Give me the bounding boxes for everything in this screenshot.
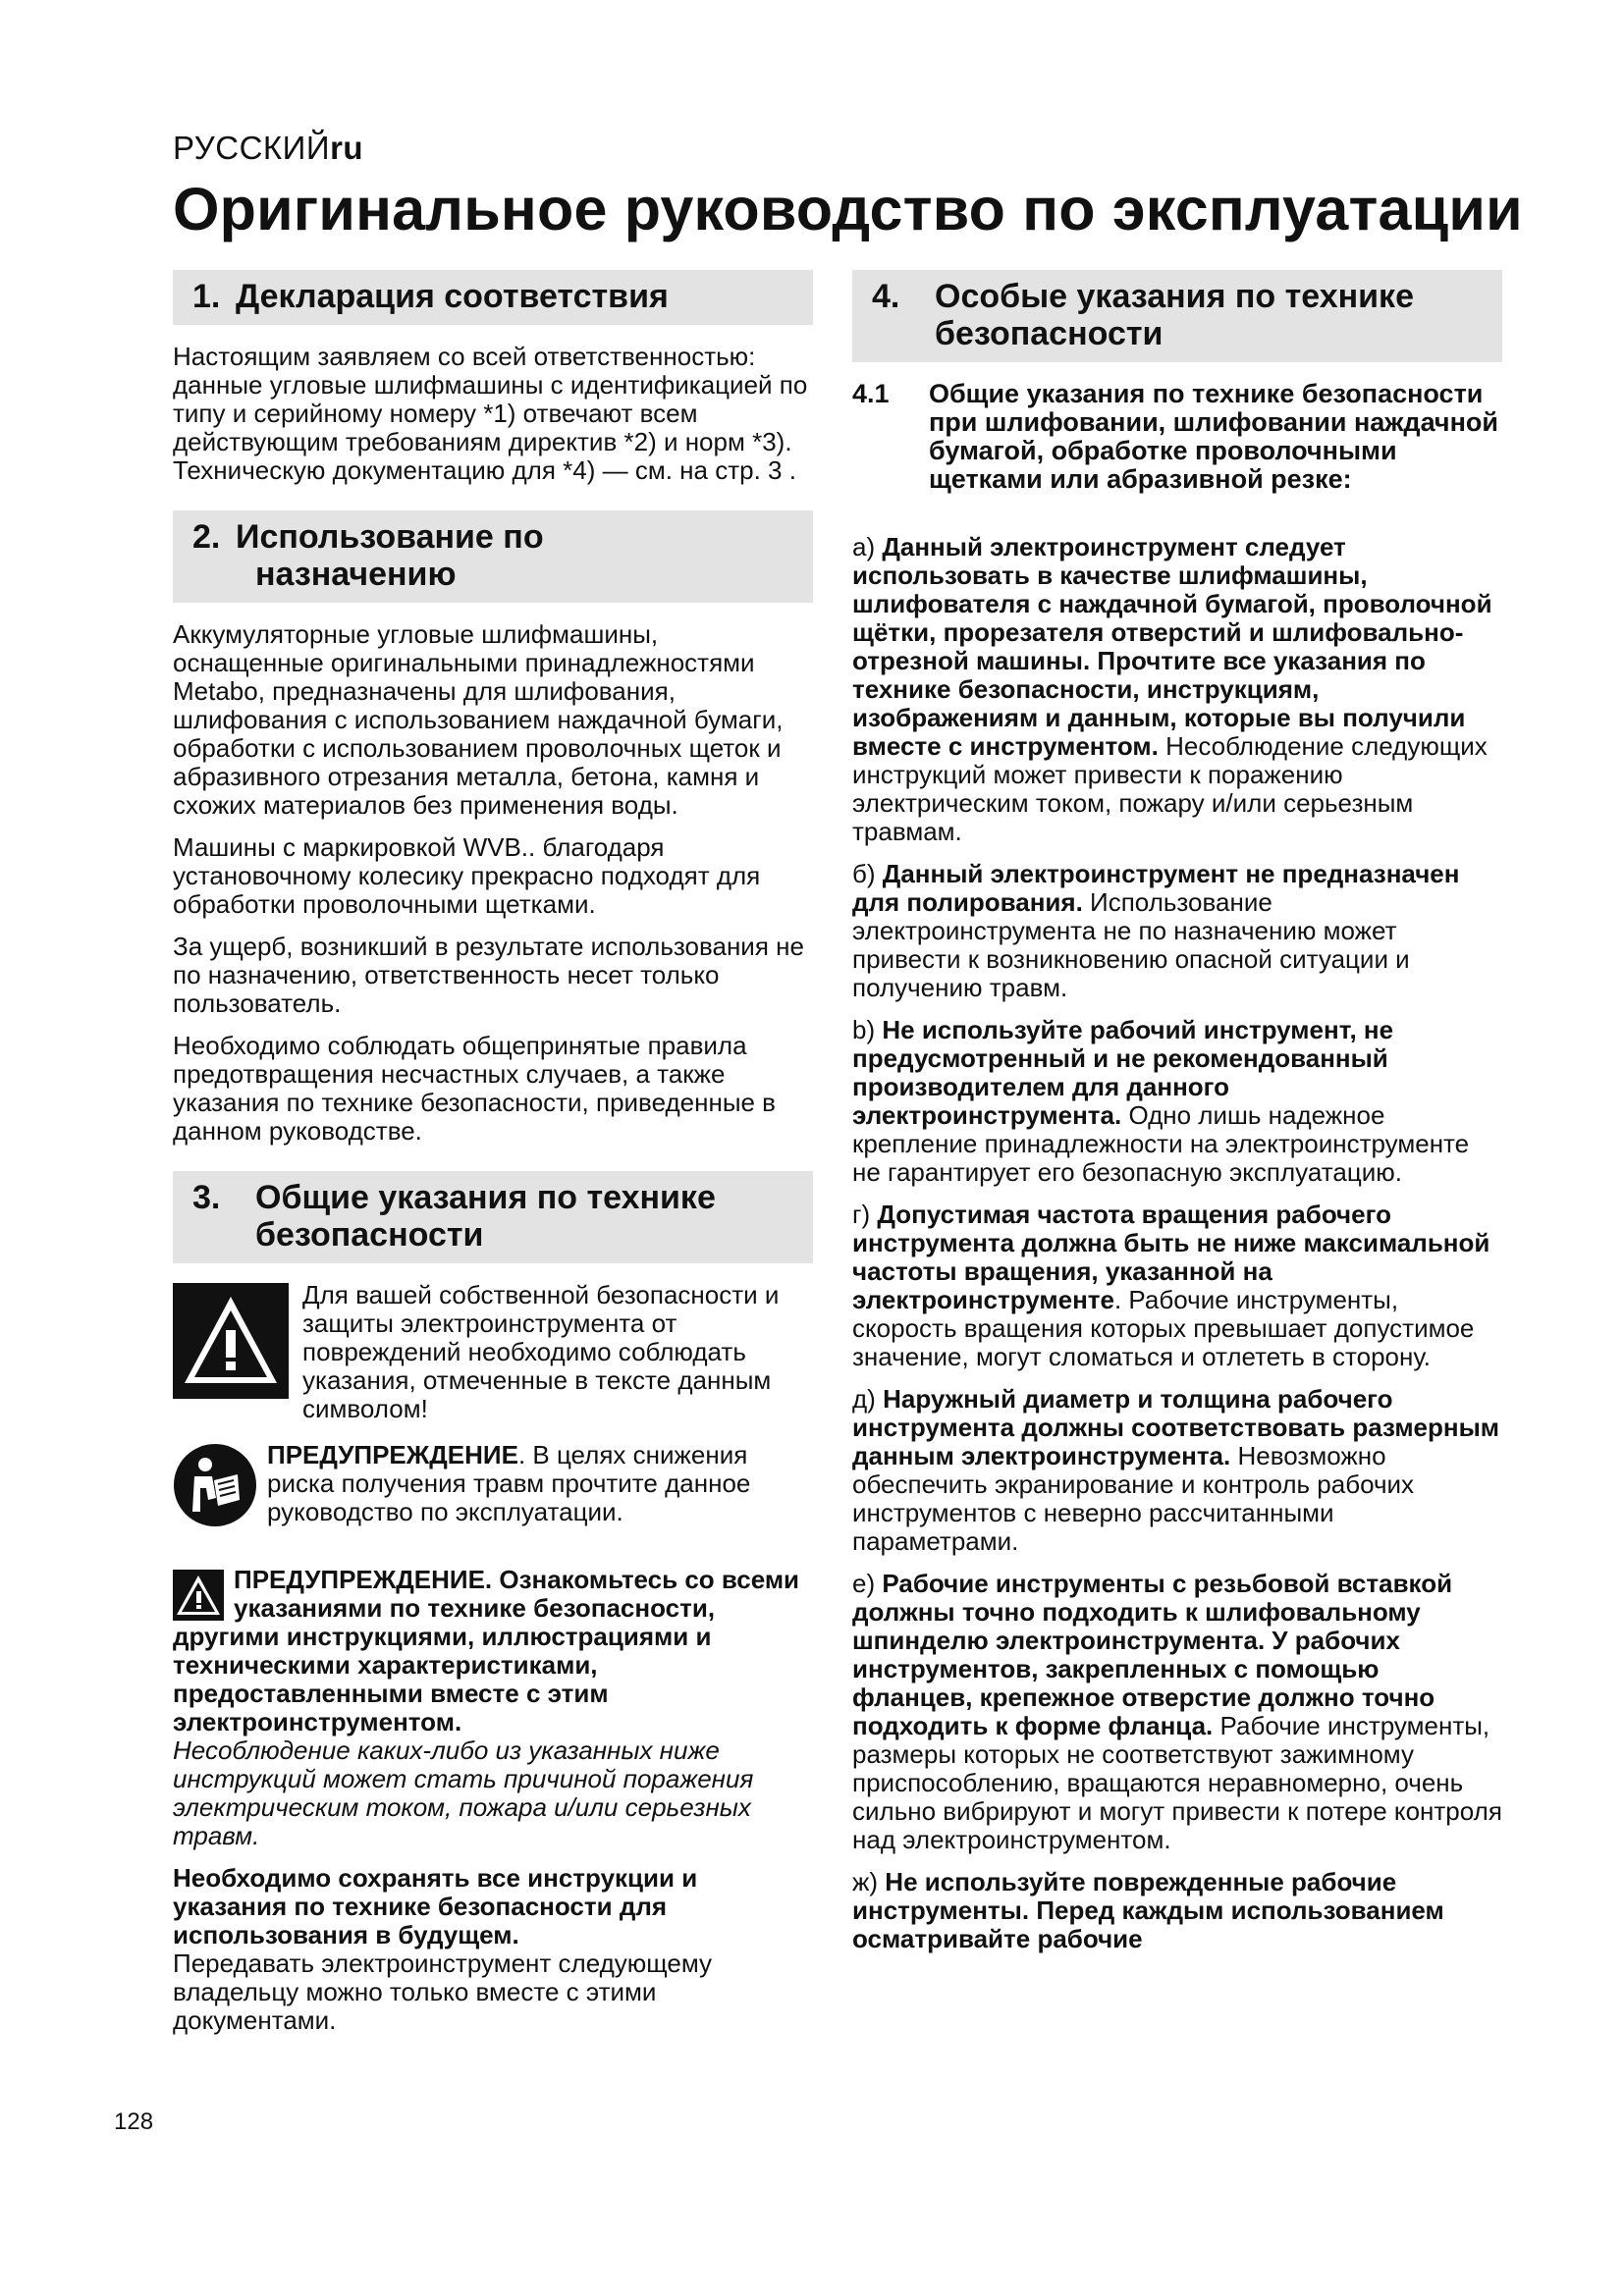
language-code: ru (330, 130, 364, 166)
safety-item-marker: b) (852, 1015, 876, 1044)
right-column (852, 270, 1502, 1967)
general-warning-block (173, 1566, 813, 1864)
section-1-number: 1. (192, 278, 221, 315)
section-2-para-2: Машины с маркировкой WVB.. благодаря установочному колесику прекрасно подходят для обработки проволочными щетками. (173, 832, 761, 919)
safety-item-bold: Наружный диаметр и толщина рабочего инструмента должны соответствовать размерным данным электроинструмента. (852, 1384, 1500, 1470)
safety-item-bold: Допустимая частота вращения рабочего инструмента должна быть не ниже максимальной частоты вращения, указанной на электроинструменте (852, 1200, 1490, 1314)
keep-instructions-bold: Необходимо сохранять все инструкции и указания по технике безопасности для использования в будущем. (173, 1863, 698, 1949)
section-3-title-line1: Общие указания по технике (255, 1179, 716, 1216)
subsection-4-1-number: 4.1 (852, 379, 890, 408)
page-title: Оригинальное руководство по эксплуатации (173, 176, 1523, 242)
section-2-para-1: Аккумуляторные угловые шлифмашины, оснащенные оригинальными принадлежностями Metabo, предназначены для шлифования, шлифования с использованием наждачной бумаги, обработки с использованием проволочных щеток и абразивного отрезания металла, бетона, камня и схожих материалов без применения воды. (173, 619, 784, 820)
section-2-heading (173, 510, 813, 603)
safety-item-text: Несоблюдение следующих инструкций может привести к поражению электрическим током, пожару и/или серьезным травмам. (852, 731, 1488, 846)
warning-symbol-block (173, 1281, 813, 1437)
safety-item-b (852, 860, 1502, 1002)
section-2-para-3: За ущерб, возникший в результате использования не по назначению, ответственность несет только пользователь. (173, 932, 804, 1018)
language-label (173, 130, 363, 167)
safety-item-bold: Не используйте рабочий инструмент, не предусмотренный и не рекомендованный производителем для данного электроинструмента. (852, 1015, 1394, 1130)
section-1-title: Декларация соответствия (236, 278, 669, 315)
section-2-title-line1: Использование по (236, 518, 544, 556)
keep-instructions-text: Передавать электроинструмент следующему владельцу можно только вместе с этими документами. (173, 1949, 712, 2035)
section-4-title-line1: Особые указания по технике (935, 278, 1414, 315)
read-manual-block (173, 1441, 813, 1540)
read-manual-warning-text: . В целях снижения риска получения травм прочтите данное руководство по эксплуатации. (267, 1440, 751, 1526)
section-3-heading (173, 1171, 813, 1263)
safety-item-text: Невозможно обеспечить экранирование и контроль рабочих инструментов с неверно рассчитанными параметрами. (852, 1441, 1415, 1556)
safety-item-g (852, 1868, 1502, 1953)
safety-item-text: Использование электроинструмента не по назначению может привести к возникновению опасной ситуации и получению травм. (852, 887, 1410, 1002)
language-name: РУССКИЙ (173, 130, 331, 166)
safety-item-marker: г) (852, 1200, 871, 1229)
safety-item-e (852, 1385, 1502, 1556)
safety-item-bold: Не используйте поврежденные рабочие инструменты. Перед каждым использованием осматривайте рабочие (852, 1867, 1444, 1953)
read-manual-warning-label: ПРЕДУПРЕЖДЕНИЕ (267, 1440, 518, 1469)
left-column (173, 270, 813, 2049)
keep-instructions-block (173, 1864, 813, 2035)
section-2-para-4: Необходимо соблюдать общепринятые правила предотвращения несчастных случаев, а также указания по технике безопасности, приведенные в данном руководстве. (173, 1031, 776, 1146)
section-2-number: 2. (192, 518, 221, 556)
safety-item-bold: Данный электроинструмент следует использовать в качестве шлифмашины, шлифователя с наждачной бумагой, проволочной щётки, прорезателя отверстий и шлифовально-отрезной машины. Прочтите все указания по технике безопасности, инструкциям, изображениям и данным, которые вы получили вместе с инструментом. (852, 532, 1492, 761)
general-warning-text (173, 1566, 813, 1736)
read-manual-icon (173, 1443, 257, 1527)
section-3-number: 3. (192, 1179, 221, 1216)
safety-item-marker: д) (852, 1384, 876, 1414)
safety-item-f (852, 1570, 1502, 1854)
safety-item-d (852, 1201, 1502, 1371)
section-4-heading (852, 270, 1502, 362)
page-number: 128 (114, 2109, 154, 2135)
section-1-text: Настоящим заявляем со всей ответственностью: данные угловые шлифмашины с идентификацией по типу и серийному номеру *1) отвечают всем действующим требованиям директив *2) и норм *3). Техническую документацию для *4) — см. на стр. 3 . (173, 342, 808, 485)
safety-item-marker: е) (852, 1569, 876, 1598)
section-4-number: 4. (872, 278, 900, 315)
subsection-4-1 (852, 380, 1502, 494)
safety-item-text: Рабочие инструменты, размеры которых не соответствуют зажимному приспособлению, вращаются неравномерно, очень сильно вибрируют и могут привести к потере контроля над электроинструментом. (852, 1711, 1502, 1854)
section-4-title-line2: безопасности (935, 315, 1164, 352)
safety-item-marker: a) (852, 532, 876, 561)
warning-symbol-text: Для вашей собственной безопасности и защиты электроинструмента от повреждений необходимо соблюдать указания, отмеченные в тексте данным символом! (302, 1280, 780, 1423)
safety-item-marker: б) (852, 859, 876, 888)
subsection-4-1-title: Общие указания по технике безопасности при шлифовании, шлифовании наждачной бумагой, обработке проволочными щетками или абразивной резке: (929, 379, 1498, 494)
safety-item-bold: Рабочие инструменты с резьбовой вставкой должны точно подходить к шлифовальному шпинделю электроинструмента. У рабочих инструментов, закрепленных с помощью фланцев, крепежное отверстие должно точно подходить к форме фланца. (852, 1569, 1453, 1740)
warning-triangle-icon (173, 1283, 289, 1399)
safety-item-text: . Рабочие инструменты, скорость вращения которых превышает допустимое значение, могут сломаться и отлететь в сторону. (852, 1285, 1475, 1371)
section-1-heading (173, 270, 813, 325)
safety-item-text: Одно лишь надежное крепление принадлежности на электроинструменте не гарантирует его безопасную эксплуатацию. (852, 1100, 1470, 1187)
safety-item-c (852, 1016, 1502, 1187)
safety-item-bold: Данный электроинструмент не предназначен для полирования. (852, 859, 1460, 917)
read-manual-text (173, 1441, 813, 1526)
section-2-title-line2: назначению (255, 556, 457, 593)
section-3-title-line2: безопасности (255, 1216, 484, 1254)
general-warning-bold: ПРЕДУПРЕЖДЕНИЕ. Ознакомьтесь со всеми указаниями по технике безопасности, другими инструкциями, иллюстрациями и техническими характеристиками, предоставленными вместе с этим электроинструментом. (173, 1565, 800, 1736)
safety-item-a (852, 533, 1502, 846)
safety-item-marker: ж) (852, 1867, 879, 1896)
warning-small-icon (173, 1570, 224, 1621)
general-warning-italic: Несоблюдение каких-либо из указанных ниже инструкций может стать причиной поражения электрическим током, пожара и/или серьезных травм. (173, 1735, 754, 1850)
